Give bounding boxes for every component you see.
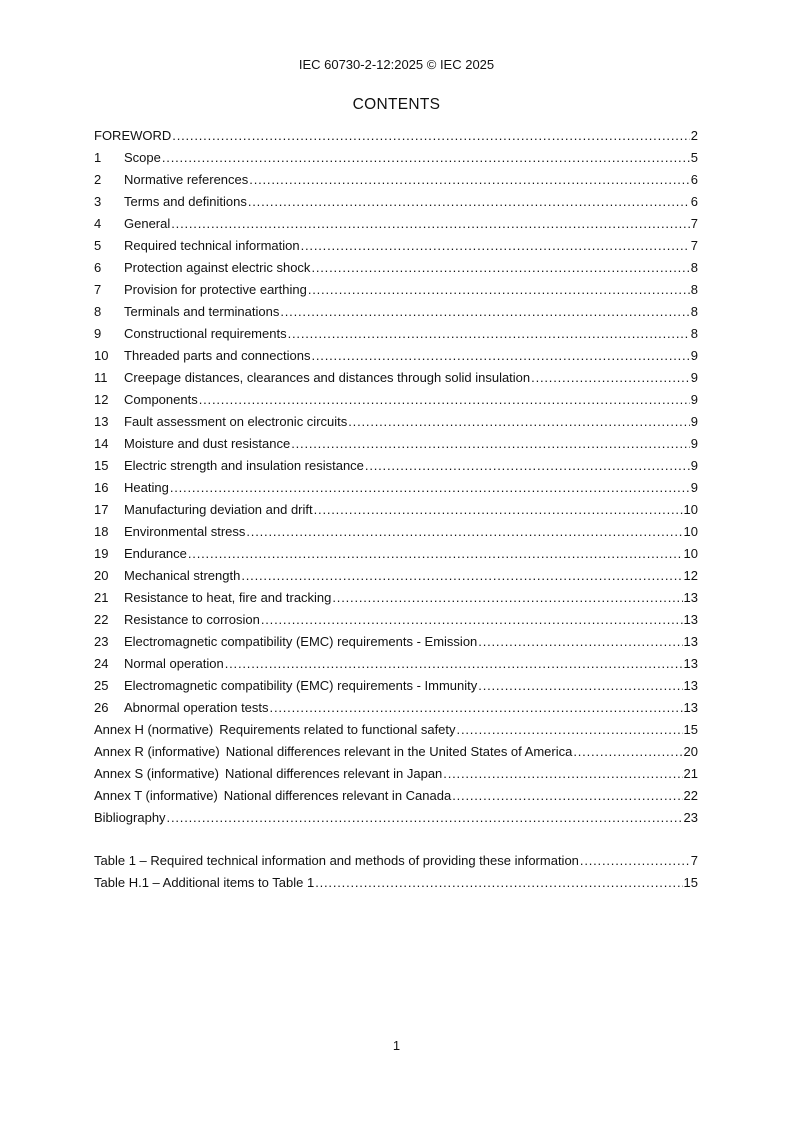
toc-entry-number: 14 (94, 436, 109, 451)
toc-entry-label: National differences relevant in the United States of America (225, 744, 573, 759)
toc-dot-leader (301, 235, 690, 257)
toc-entry-number: 11 (94, 370, 108, 385)
toc-entry-label: Resistance to heat, fire and tracking (124, 590, 332, 605)
toc-dot-leader (246, 521, 682, 543)
toc-entry-page: 2 (690, 128, 698, 143)
toc-entry-page: 6 (690, 172, 698, 187)
toc-entry[interactable] (94, 345, 698, 367)
toc-entry-annex: Annex R (informative) (94, 744, 220, 759)
toc-entry-page: 13 (683, 656, 698, 671)
toc-entry-label: Components (124, 392, 198, 407)
toc-dot-leader (288, 323, 690, 345)
toc-dot-leader (308, 279, 690, 301)
contents-title: CONTENTS (352, 96, 441, 113)
toc-entry[interactable] (94, 191, 698, 213)
toc-entry[interactable] (94, 213, 698, 235)
toc-entry-label: Heating (124, 480, 169, 495)
toc-entry-label: Bibliography (94, 810, 166, 825)
toc-entry-page: 8 (690, 282, 698, 297)
toc-entry[interactable] (94, 587, 698, 609)
toc-entry-label: Abnormal operation tests (124, 700, 269, 715)
toc-entry-page: 9 (690, 436, 698, 451)
toc-dot-leader (280, 301, 689, 323)
toc-entry-number: 8 (94, 304, 102, 319)
toc-entry[interactable] (94, 433, 698, 455)
toc-dot-leader (332, 587, 682, 609)
toc-entry-page: 6 (690, 194, 698, 209)
toc-entry-label: Constructional requirements (124, 326, 287, 341)
toc-entry-page: 22 (683, 788, 698, 803)
toc-entry[interactable] (94, 257, 698, 279)
toc-dot-leader (580, 850, 690, 872)
toc-entry[interactable] (94, 389, 698, 411)
toc-entry-number: 22 (94, 612, 109, 627)
toc-entry-page: 13 (683, 634, 698, 649)
toc-entry-annex: Annex H (normative) (94, 722, 214, 737)
toc-entry[interactable] (94, 279, 698, 301)
toc-dot-leader (291, 433, 690, 455)
toc-entry-label: Electric strength and insulation resistance (124, 458, 364, 473)
list-of-tables (94, 850, 698, 894)
toc-entry-annex: Annex S (informative) (94, 766, 219, 781)
toc-entry-number: 10 (94, 348, 109, 363)
toc-entry-label: Endurance (124, 546, 187, 561)
table-of-contents (94, 125, 698, 829)
toc-dot-leader (241, 565, 682, 587)
toc-entry-label: Terminals and terminations (124, 304, 280, 319)
toc-entry-number: 16 (94, 480, 109, 495)
toc-entry-number: 24 (94, 656, 109, 671)
toc-entry-label: Threaded parts and connections (124, 348, 311, 363)
toc-entry-label: Normative references (124, 172, 249, 187)
toc-entry[interactable] (94, 147, 698, 169)
toc-dot-leader (311, 257, 689, 279)
toc-entry-page: 23 (683, 810, 698, 825)
toc-entry-number: 5 (94, 238, 102, 253)
toc-dot-leader (171, 213, 690, 235)
table-entry-label: Table H.1 – Additional items to Table 1 (94, 875, 315, 890)
toc-entry-number: 25 (94, 678, 109, 693)
toc-entry-number: 19 (94, 546, 109, 561)
toc-entry-number: 4 (94, 216, 102, 231)
toc-entry-page: 21 (683, 766, 698, 781)
toc-entry[interactable] (94, 543, 698, 565)
toc-entry-number: 12 (94, 392, 109, 407)
toc-entry-page: 10 (683, 524, 698, 539)
toc-entry-label: Normal operation (124, 656, 224, 671)
toc-entry[interactable] (94, 741, 698, 763)
toc-entry-label: Electromagnetic compatibility (EMC) requirements - Immunity (124, 678, 478, 693)
toc-entry-page: 8 (690, 304, 698, 319)
table-entry-label: Table 1 – Required technical information and methods of providing these information (94, 853, 579, 868)
toc-dot-leader (162, 147, 690, 169)
toc-entry-number: 9 (94, 326, 102, 341)
toc-dot-leader (478, 631, 682, 653)
toc-entry-page: 13 (683, 612, 698, 627)
toc-entry-page: 7 (690, 216, 698, 231)
toc-dot-leader (172, 125, 689, 147)
toc-entry-page: 10 (683, 546, 698, 561)
table-entry[interactable] (94, 872, 698, 894)
toc-entry[interactable] (94, 301, 698, 323)
toc-entry-label: Environmental stress (124, 524, 246, 539)
toc-entry-label: Required technical information (124, 238, 300, 253)
toc-dot-leader (443, 763, 682, 785)
toc-entry-page: 7 (690, 238, 698, 253)
toc-entry-number: 18 (94, 524, 109, 539)
toc-entry[interactable] (94, 675, 698, 697)
table-entry-page: 15 (683, 875, 698, 890)
toc-dot-leader (261, 609, 683, 631)
toc-dot-leader (170, 477, 690, 499)
toc-dot-leader (270, 697, 683, 719)
toc-entry[interactable] (94, 521, 698, 543)
toc-entry-label: Resistance to corrosion (124, 612, 260, 627)
toc-entry-label: Mechanical strength (124, 568, 241, 583)
toc-entry-annex: Annex T (informative) (94, 788, 218, 803)
toc-entry[interactable] (94, 697, 698, 719)
toc-entry-page: 9 (690, 480, 698, 495)
toc-entry-label: Scope (124, 150, 161, 165)
toc-entry-label: Requirements related to functional safety (219, 722, 456, 737)
toc-entry-label: Creepage distances, clearances and distances through solid insulation (124, 370, 531, 385)
toc-entry-page: 10 (683, 502, 698, 517)
toc-entry[interactable] (94, 653, 698, 675)
toc-entry[interactable] (94, 609, 698, 631)
toc-entry-label: Provision for protective earthing (124, 282, 307, 297)
toc-entry-number: 6 (94, 260, 102, 275)
toc-entry[interactable] (94, 323, 698, 345)
toc-entry-page: 15 (683, 722, 698, 737)
page-number: 1 (392, 1038, 401, 1053)
toc-entry-page: 20 (683, 744, 698, 759)
toc-entry[interactable] (94, 477, 698, 499)
toc-entry-number: 1 (94, 150, 102, 165)
toc-dot-leader (457, 719, 683, 741)
table-entry-page: 7 (690, 853, 698, 868)
toc-entry[interactable] (94, 169, 698, 191)
toc-entry-label: Protection against electric shock (124, 260, 311, 275)
toc-entry-page: 13 (683, 678, 698, 693)
toc-entry-label: FOREWORD (94, 128, 172, 143)
toc-entry[interactable] (94, 807, 698, 829)
table-entry[interactable] (94, 850, 698, 872)
toc-entry[interactable] (94, 719, 698, 741)
toc-entry-page: 8 (690, 326, 698, 341)
toc-entry-number: 21 (94, 590, 109, 605)
toc-entry-page: 9 (690, 392, 698, 407)
toc-entry-page: 13 (683, 700, 698, 715)
toc-entry-number: 2 (94, 172, 102, 187)
toc-dot-leader (452, 785, 682, 807)
toc-entry-page: 13 (683, 590, 698, 605)
toc-entry-label: Manufacturing deviation and drift (124, 502, 313, 517)
toc-dot-leader (199, 389, 690, 411)
toc-entry-number: 13 (94, 414, 109, 429)
toc-dot-leader (531, 367, 690, 389)
toc-entry-number: 23 (94, 634, 109, 649)
toc-entry-page: 9 (690, 348, 698, 363)
toc-entry[interactable] (94, 499, 698, 521)
toc-entry-label: National differences relevant in Canada (223, 788, 452, 803)
toc-entry[interactable] (94, 367, 698, 389)
toc-dot-leader (311, 345, 689, 367)
toc-entry[interactable] (94, 455, 698, 477)
toc-entry[interactable] (94, 235, 698, 257)
toc-dot-leader (478, 675, 682, 697)
toc-entry-label: National differences relevant in Japan (225, 766, 443, 781)
toc-entry-page: 9 (690, 414, 698, 429)
toc-entry[interactable] (94, 565, 698, 587)
toc-dot-leader (365, 455, 690, 477)
toc-entry-page: 8 (690, 260, 698, 275)
toc-entry-page: 9 (690, 370, 698, 385)
toc-entry-page: 12 (683, 568, 698, 583)
toc-dot-leader (348, 411, 690, 433)
toc-dot-leader (225, 653, 683, 675)
toc-entry-number: 26 (94, 700, 109, 715)
toc-dot-leader (248, 191, 690, 213)
toc-entry-page: 5 (690, 150, 698, 165)
page-header: IEC 60730-2-12:2025 © IEC 2025 (298, 57, 495, 72)
toc-entry-label: Fault assessment on electronic circuits (124, 414, 348, 429)
toc-entry-number: 7 (94, 282, 102, 297)
toc-entry-number: 15 (94, 458, 109, 473)
toc-entry[interactable] (94, 631, 698, 653)
toc-dot-leader (188, 543, 683, 565)
toc-entry-number: 17 (94, 502, 109, 517)
toc-entry-label: General (124, 216, 171, 231)
toc-entry[interactable] (94, 763, 698, 785)
toc-entry-label: Electromagnetic compatibility (EMC) requirements - Emission (124, 634, 478, 649)
toc-dot-leader (315, 872, 682, 894)
toc-dot-leader (167, 807, 683, 829)
toc-entry-page: 9 (690, 458, 698, 473)
toc-entry-number: 3 (94, 194, 102, 209)
toc-entry[interactable] (94, 785, 698, 807)
toc-entry[interactable] (94, 125, 698, 147)
toc-entry-number: 20 (94, 568, 109, 583)
toc-dot-leader (249, 169, 689, 191)
toc-entry-label: Terms and definitions (124, 194, 247, 209)
toc-dot-leader (314, 499, 683, 521)
toc-entry[interactable] (94, 411, 698, 433)
toc-dot-leader (573, 741, 682, 763)
toc-entry-label: Moisture and dust resistance (124, 436, 291, 451)
